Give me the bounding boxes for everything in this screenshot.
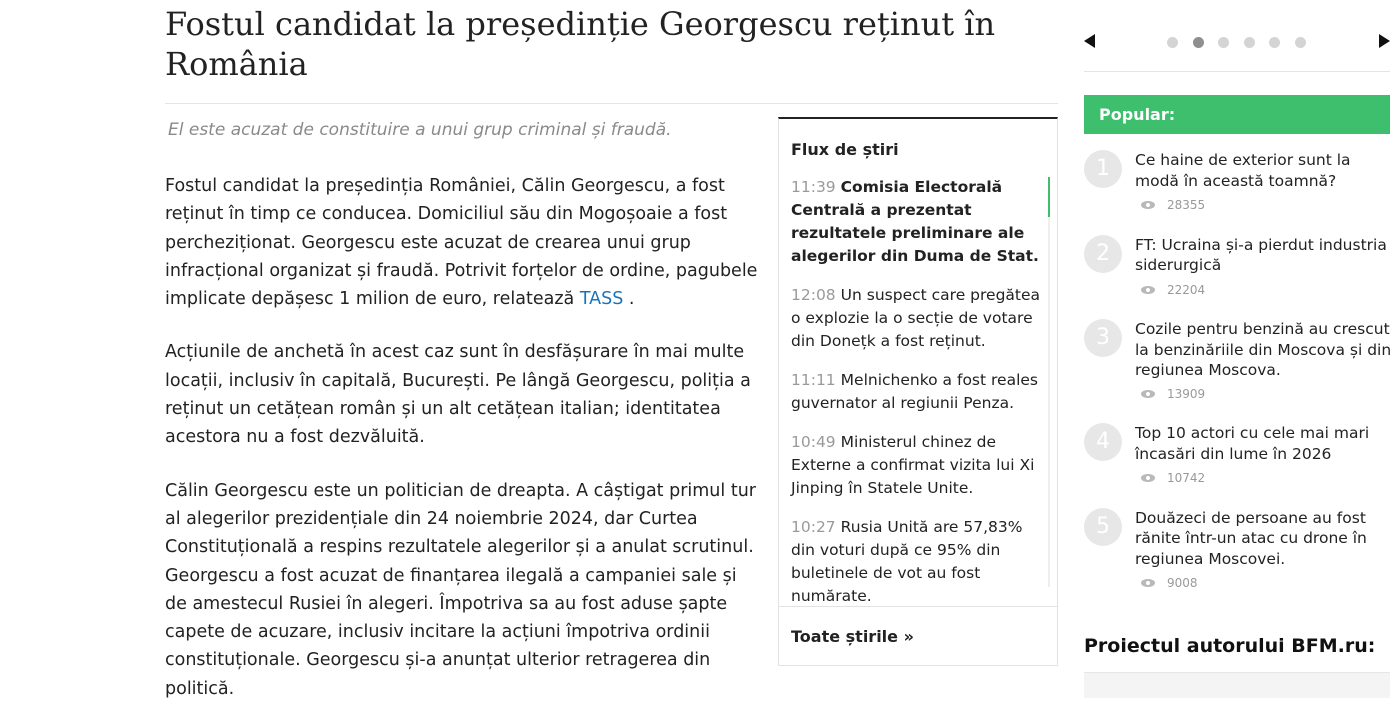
scrollbar-thumb[interactable] bbox=[1048, 177, 1050, 217]
news-time: 10:49 bbox=[791, 433, 836, 451]
eye-icon bbox=[1141, 201, 1155, 209]
news-item[interactable] bbox=[791, 176, 1049, 268]
article-paragraph-1 bbox=[165, 172, 760, 313]
news-item[interactable] bbox=[791, 284, 1049, 353]
news-text: Un suspect care pregătea o explozie la o secție de votare din Donețk a fost reținut. bbox=[791, 286, 1041, 350]
popular-rank: 5 bbox=[1084, 508, 1122, 546]
news-feed-divider bbox=[779, 606, 1057, 607]
news-text: Ministerul chinez de Externe a confirmat vizita lui Xi Jinping în Statele Unite. bbox=[791, 433, 1035, 497]
article-paragraph-3: Călin Georgescu este un politician de dreapta. A câștigat primul tur al alegerilor prezidențiale din 24 noiembrie 2024, dar Curtea Constituțională a respins rezultatele alegerilor și a anulat scrutinul. Georgescu a fost acuzat de finanțarea ilegală a campaniei sale și de amestecul Rusiei în alegeri. Împotriva sa au fost aduse șapte capete de acuzare, inclusiv incitare la acțiuni împotriva ordinii constituționale. Georgescu și-a anunțat ulterior retragerea din politică. bbox=[165, 480, 756, 699]
title-divider bbox=[165, 103, 1058, 104]
article-body bbox=[165, 172, 760, 728]
news-text: Comisia Electorală Centrală a prezentat rezultatele preliminare ale alegerilor din Duma de Stat. bbox=[791, 178, 1039, 265]
popular-rank: 3 bbox=[1084, 319, 1122, 357]
popular-rank: 4 bbox=[1084, 423, 1122, 461]
eye-icon bbox=[1141, 286, 1155, 294]
news-item[interactable] bbox=[791, 431, 1049, 500]
news-time: 11:11 bbox=[791, 371, 836, 389]
paragraph-1-text: Fostul candidat la președinția României, Călin Georgescu, a fost reținut în timp ce conducea. Domiciliul său din Mogoșoaie a fost percheziționat. Georgescu este acuzat de crearea unui grup infracțional organizat și fraudă. Potrivit forțelor de ordine, pagubele implicate depășesc 1 milion de euro, relatează bbox=[165, 176, 758, 310]
views-count: 9008 bbox=[1167, 575, 1198, 590]
popular-item[interactable] bbox=[1084, 423, 1400, 508]
popular-item[interactable] bbox=[1084, 319, 1400, 423]
eye-icon bbox=[1141, 579, 1155, 587]
news-time: 11:39 bbox=[791, 178, 836, 196]
news-feed bbox=[778, 117, 1058, 666]
article-paragraph-2: Acțiunile de anchetă în acest caz sunt în desfășurare în mai multe locații, inclusiv în capitală, București. Pe lângă Georgescu, poliția a reținut un cetățean român și un alt cetățean italian; identitatea acestora nu a fost dezvăluită. bbox=[165, 342, 751, 448]
triangle-left-icon[interactable] bbox=[1084, 34, 1095, 48]
carousel-dots bbox=[1167, 37, 1320, 48]
article-lead: El este acuzat de constituire a unui grup criminal și fraudă. bbox=[168, 120, 672, 140]
news-text: Rusia Unită are 57,83% din voturi după ce 95% din buletinele de vot au fost numărate. bbox=[791, 518, 1023, 605]
carousel-dot[interactable] bbox=[1244, 37, 1255, 48]
popular-list bbox=[1084, 150, 1400, 592]
eye-icon bbox=[1141, 390, 1155, 398]
all-news-link[interactable]: Toate știrile » bbox=[791, 627, 914, 646]
popular-header: Popular: bbox=[1084, 95, 1390, 134]
popular-rank: 1 bbox=[1084, 150, 1122, 188]
popular-views bbox=[1141, 471, 1205, 485]
news-feed-scrollbar[interactable] bbox=[1048, 177, 1050, 587]
popular-title[interactable]: FT: Ucraina și-a pierdut industria siderurgică bbox=[1135, 235, 1387, 274]
views-count: 10742 bbox=[1167, 471, 1206, 485]
news-feed-title: Flux de știri bbox=[791, 140, 899, 159]
news-time: 10:27 bbox=[791, 518, 836, 536]
news-item[interactable] bbox=[791, 369, 1049, 415]
carousel-dot[interactable] bbox=[1167, 37, 1178, 48]
popular-views bbox=[1141, 198, 1205, 212]
popular-item[interactable] bbox=[1084, 150, 1400, 235]
article-title: Fostul candidat la președinție Georgescu reținut în România bbox=[165, 5, 996, 83]
views-count: 28355 bbox=[1167, 198, 1206, 212]
news-feed-list bbox=[791, 176, 1049, 605]
triangle-right-icon[interactable] bbox=[1379, 34, 1390, 48]
carousel-dot[interactable] bbox=[1218, 37, 1229, 48]
news-text: Melnichenko a fost reales guvernator al regiunii Penza. bbox=[791, 371, 1038, 412]
author-project-image[interactable] bbox=[1084, 672, 1390, 698]
paragraph-1-end: . bbox=[623, 289, 635, 310]
views-count: 13909 bbox=[1167, 387, 1206, 401]
popular-views bbox=[1141, 387, 1205, 401]
popular-views bbox=[1141, 576, 1198, 590]
carousel-dot-active[interactable] bbox=[1193, 37, 1204, 48]
sidebar bbox=[1084, 0, 1400, 698]
popular-rank: 2 bbox=[1084, 235, 1122, 273]
popular-title[interactable]: Top 10 actori cu cele mai mari încasări din lume în 2026 bbox=[1135, 424, 1370, 463]
popular-item[interactable] bbox=[1084, 508, 1400, 593]
carousel-dot[interactable] bbox=[1295, 37, 1306, 48]
sidebar-divider bbox=[1084, 71, 1390, 72]
popular-title[interactable]: Ce haine de exterior sunt la modă în această toamnă? bbox=[1135, 151, 1351, 190]
popular-title[interactable]: Cozile pentru benzină au crescut la benzinăriile din Moscova și din regiunea Moscova. bbox=[1135, 320, 1392, 379]
news-time: 12:08 bbox=[791, 286, 836, 304]
views-count: 22204 bbox=[1167, 282, 1206, 297]
source-link[interactable]: TASS bbox=[579, 289, 624, 310]
popular-item[interactable] bbox=[1084, 235, 1400, 320]
news-item[interactable] bbox=[791, 516, 1049, 608]
carousel-nav bbox=[1084, 30, 1400, 60]
popular-title[interactable]: Douăzeci de persoane au fost rănite într-un atac cu drone în regiunea Moscovei. bbox=[1135, 508, 1367, 568]
popular-views bbox=[1141, 283, 1205, 297]
eye-icon bbox=[1141, 474, 1155, 482]
carousel-dot[interactable] bbox=[1269, 37, 1280, 48]
author-project-title: Proiectul autorului BFM.ru: bbox=[1084, 635, 1376, 657]
